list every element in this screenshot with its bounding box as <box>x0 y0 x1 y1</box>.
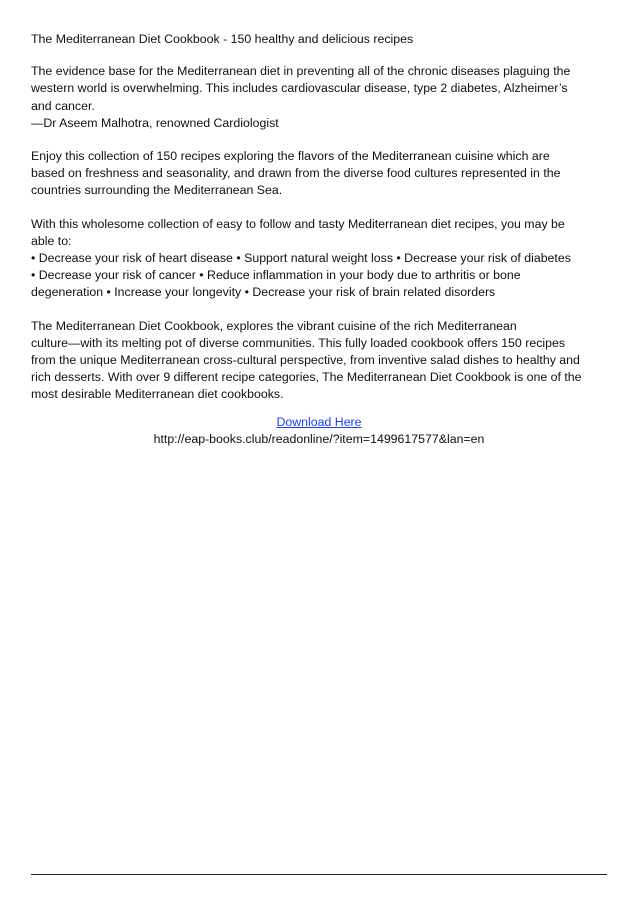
benefits-paragraph <box>31 216 607 302</box>
summary-line: rich desserts. With over 9 different recipe categories, The Mediterranean Diet Cookbook is one of the <box>31 370 582 385</box>
download-block <box>0 414 638 431</box>
document-title: The Mediterranean Diet Cookbook - 150 healthy and delicious recipes <box>31 32 414 46</box>
quote-attribution: —Dr Aseem Malhotra, renowned Cardiologist <box>31 115 279 130</box>
document-body <box>31 31 607 404</box>
benefits-line: able to: <box>31 233 72 248</box>
quote-line: western world is overwhelming. This includes cardiovascular disease, type 2 diabetes, Alzheimer’s <box>31 81 568 96</box>
footer-divider <box>31 874 607 875</box>
download-link[interactable]: Download Here <box>276 415 362 429</box>
quote-line: The evidence base for the Mediterranean diet in preventing all of the chronic diseases plaguing the <box>31 64 571 79</box>
benefits-line: • Decrease your risk of heart disease • Support natural weight loss • Decrease your risk of diabetes <box>31 251 571 266</box>
benefits-line: With this wholesome collection of easy to follow and tasty Mediterranean diet recipes, you may be <box>31 216 565 231</box>
benefits-line: degeneration • Increase your longevity • Decrease your risk of brain related disorders <box>31 285 496 300</box>
benefits-line: • Decrease your risk of cancer • Reduce inflammation in your body due to arthritis or bone <box>31 268 521 283</box>
summary-line: culture—with its melting pot of diverse communities. This fully loaded cookbook offers 150 recipes <box>31 335 566 350</box>
intro-paragraph <box>31 148 607 200</box>
summary-line: most desirable Mediterranean diet cookbooks. <box>31 387 284 402</box>
intro-line: based on freshness and seasonality, and drawn from the diverse food cultures represented in the <box>31 166 561 181</box>
summary-line: from the unique Mediterranean cross-cultural perspective, from inventive salad dishes to healthy and <box>31 353 580 368</box>
download-url: http://eap-books.club/readonline/?item=1499617577&lan=en <box>153 432 485 446</box>
quote-line: and cancer. <box>31 98 95 113</box>
paragraph-gap <box>31 200 607 216</box>
intro-line: countries surrounding the Mediterranean Sea. <box>31 183 283 198</box>
intro-line: Enjoy this collection of 150 recipes exploring the flavors of the Mediterranean cuisine which are <box>31 149 550 164</box>
summary-line: The Mediterranean Diet Cookbook, explores the vibrant cuisine of the rich Mediterranean <box>31 318 517 333</box>
paragraph-gap <box>31 132 607 148</box>
quote-paragraph <box>31 63 607 132</box>
paragraph-gap <box>31 302 607 318</box>
summary-paragraph <box>31 318 607 404</box>
